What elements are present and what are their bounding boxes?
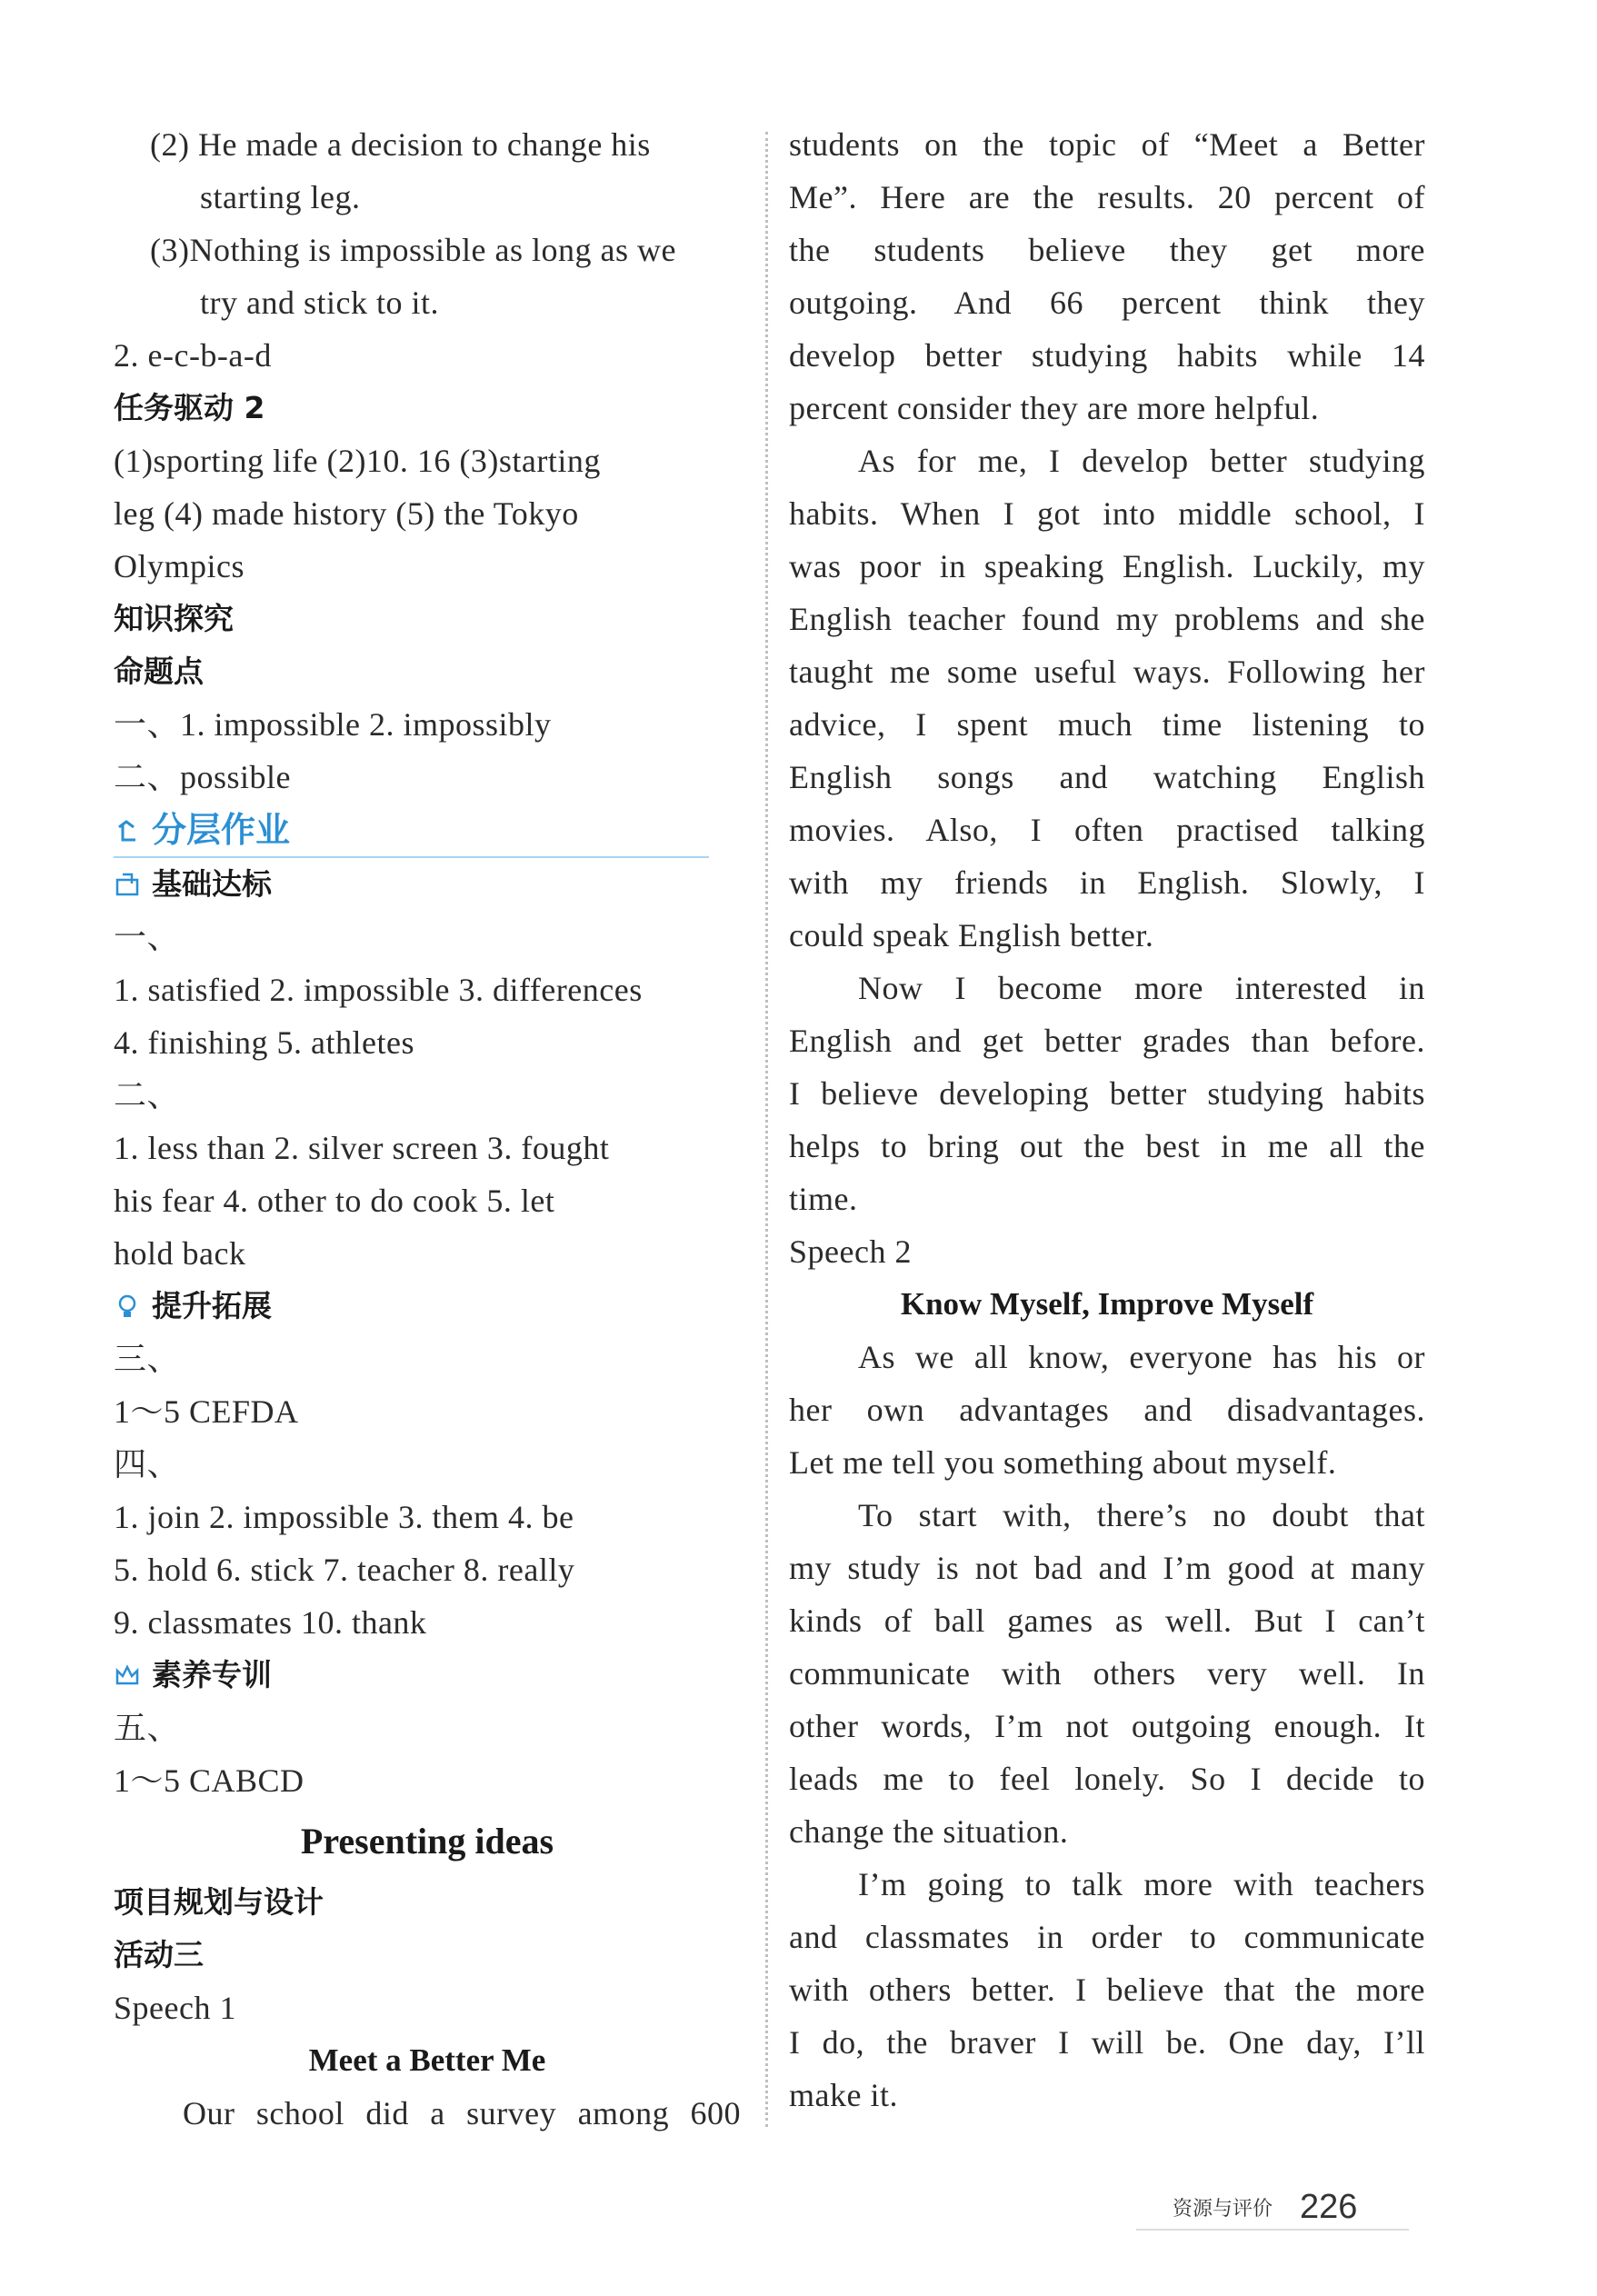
paragraph-line: students on the topic of “Meet a Better: [789, 126, 1425, 163]
footer-rule: [1136, 2229, 1409, 2231]
paragraph-line: habits. When I got into middle school, I: [789, 495, 1425, 532]
answer-line: 4. finishing 5. athletes: [114, 1024, 414, 1061]
paragraph-line: time.: [789, 1181, 858, 1217]
column-divider: [765, 132, 768, 2127]
answer-line: his fear 4. other to do cook 5. let: [114, 1183, 555, 1219]
answer-line: 9. classmates 10. thank: [114, 1604, 427, 1641]
answer-line: 1. satisfied 2. impossible 3. differences: [114, 972, 643, 1008]
banner-title: 分层作业: [152, 810, 291, 850]
paragraph-line: develop better studying habits while 14: [789, 337, 1425, 374]
answer-line: 三、: [114, 1341, 181, 1377]
lightbulb-icon: [114, 1283, 141, 1311]
paragraph-line: with others better. I believe that the more: [789, 1972, 1425, 2008]
answer-line: 1～5 CABCD: [114, 1762, 304, 1799]
paragraph-line: her own advantages and disadvantages.: [789, 1392, 1425, 1428]
answer-line: 2. e-c-b-a-d: [114, 337, 272, 374]
paragraph-line: communicate with others very well. In: [789, 1655, 1425, 1692]
paragraph-line: I’m going to talk more with teachers: [858, 1866, 1425, 1902]
right-column: [789, 118, 1425, 2121]
page-number: 226: [1300, 2188, 1358, 2226]
answer-line: leg (4) made history (5) the Tokyo: [114, 495, 579, 532]
answer-line: 1. join 2. impossible 3. them 4. be: [114, 1499, 574, 1535]
paragraph-line: make it.: [789, 2077, 898, 2113]
paragraph-line: I do, the braver I will be. One day, I’ll: [789, 2024, 1425, 2061]
answer-line: starting leg.: [200, 179, 361, 215]
pencil-box-icon: [114, 862, 141, 889]
paragraph-line: kinds of ball games as well. But I can’t: [789, 1602, 1425, 1639]
answer-line: 五、: [114, 1710, 181, 1746]
heading-text: 基础达标: [152, 866, 272, 902]
paragraph-line: helps to bring out the best in me all the: [789, 1128, 1425, 1164]
answer-line: Olympics: [114, 548, 245, 584]
speech-title: Meet a Better Me: [308, 2042, 546, 2078]
paragraph-line: was poor in speaking English. Luckily, my: [789, 548, 1425, 584]
answer-line: hold back: [114, 1235, 246, 1272]
answer-line: 1. less than 2. silver screen 3. fought: [114, 1130, 610, 1166]
answer-line: try and stick to it.: [200, 285, 439, 321]
section-heading: 命题点: [114, 654, 204, 689]
section-heading: [114, 858, 741, 911]
homework-banner: [114, 804, 709, 858]
section-heading: 项目规划与设计: [114, 1884, 324, 1920]
speech-title: Know Myself, Improve Myself: [900, 1286, 1314, 1322]
paragraph-line: movies. Also, I often practised talking: [789, 812, 1425, 848]
answer-line: 四、: [114, 1446, 181, 1482]
answer-line: 二、possible: [114, 759, 292, 795]
paragraph-line: change the situation.: [789, 1813, 1069, 1850]
paragraph-line: with my friends in English. Slowly, I: [789, 864, 1425, 901]
paragraph-line: Me”. Here are the results. 20 percent of: [789, 179, 1425, 215]
paragraph-line: advice, I spent much time listening to: [789, 706, 1425, 743]
paragraph-line: leads me to feel lonely. So I decide to: [789, 1761, 1425, 1797]
heading-text: 提升拓展: [152, 1288, 272, 1323]
answer-line: (2) He made a decision to change his: [150, 126, 651, 163]
answer-line: 一、: [114, 919, 181, 955]
section-heading: 知识探究: [114, 601, 234, 636]
paragraph-line: and classmates in order to communicate: [789, 1919, 1425, 1955]
crown-icon: [114, 1652, 141, 1680]
page-footer: [1173, 2172, 1357, 2227]
paragraph-line: English teacher found my problems and she: [789, 601, 1425, 637]
heading-text: 素养专训: [152, 1657, 272, 1692]
bookmark-icon: [114, 807, 141, 834]
paragraph-line: outgoing. And 66 percent think they: [789, 285, 1425, 321]
answer-line: 1～5 CEFDA: [114, 1393, 299, 1430]
paragraph-line: could speak English better.: [789, 917, 1154, 953]
paragraph-line: other words, I’m not outgoing enough. It: [789, 1708, 1425, 1744]
paragraph-line: my study is not bad and I’m good at many: [789, 1550, 1425, 1586]
speech-label: Speech 2: [789, 1233, 912, 1270]
paragraph-line: Our school did a survey among 600: [183, 2095, 741, 2131]
paragraph-line: To start with, there’s no doubt that: [858, 1497, 1425, 1533]
paragraph-line: Let me tell you something about myself.: [789, 1444, 1337, 1481]
paragraph-line: As for me, I develop better studying: [858, 443, 1425, 479]
answer-line: 5. hold 6. stick 7. teacher 8. really: [114, 1552, 575, 1588]
speech-label: Speech 1: [114, 1990, 236, 2026]
answer-line: 二、: [114, 1077, 181, 1113]
paragraph-line: I believe developing better studying habits: [789, 1075, 1425, 1112]
section-heading: [114, 1280, 741, 1333]
paragraph-line: taught me some useful ways. Following her: [789, 654, 1425, 690]
paragraph-line: English songs and watching English: [789, 759, 1425, 795]
paragraph-line: the students believe they get more: [789, 232, 1425, 268]
footer-label: 资源与评价: [1173, 2198, 1273, 2221]
section-heading: 活动三: [114, 1937, 204, 1972]
section-heading: 任务驱动 2: [114, 390, 265, 425]
left-column: [114, 118, 741, 2140]
section-heading: [114, 1649, 741, 1702]
paragraph-line: Now I become more interested in: [858, 970, 1425, 1006]
paragraph-line: percent consider they are more helpful.: [789, 390, 1320, 426]
answer-line: 一、1. impossible 2. impossibly: [114, 706, 552, 743]
section-title: Presenting ideas: [300, 1821, 554, 1862]
paragraph-line: As we all know, everyone has his or: [858, 1339, 1425, 1375]
answer-line: (3)Nothing is impossible as long as we: [150, 232, 676, 268]
paragraph-line: English and get better grades than before.: [789, 1023, 1425, 1059]
answer-line: (1)sporting life (2)10. 16 (3)starting: [114, 443, 601, 479]
